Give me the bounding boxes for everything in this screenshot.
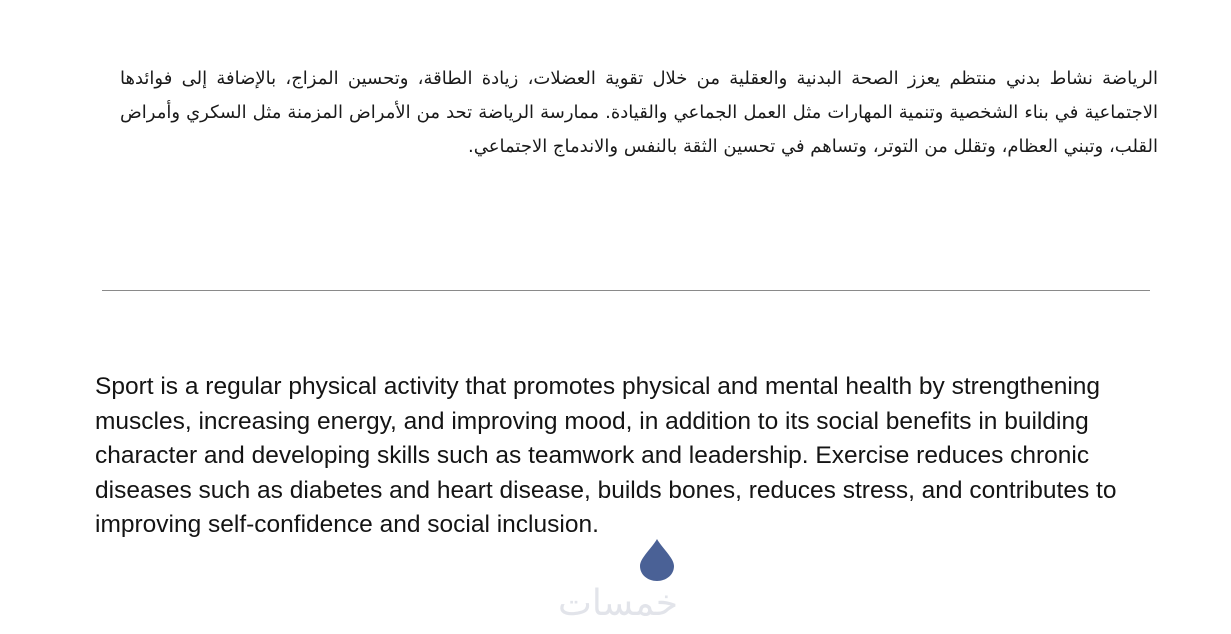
section-divider	[102, 290, 1150, 291]
watermark-text: خمسات	[557, 583, 679, 624]
arabic-paragraph: الرياضة نشاط بدني منتظم يعزز الصحة البدنية والعقلية من خلال تقوية العضلات، زيادة الطاقة، وتحسين المزاج، بالإضافة إلى فوائدها الاجتماعية في بناء الشخصية وتنمية المهارات مثل العمل الجماعي والقيادة. ممارسة الرياضة تحد من الأمراض المزمنة مثل السكري وأمراض القلب، وتبني العظام، وتقلل من التوتر، وتساهم في تحسين الثقة بالنفس والاندماج الاجتماعي.	[120, 68, 1158, 157]
watermark-logo	[538, 538, 698, 630]
drop-icon	[638, 538, 676, 582]
english-paragraph: Sport is a regular physical activity that promotes physical and mental health by strengthening muscles, increasing energy, and improving mood, in addition to its social benefits in building character and developing skills such as teamwork and leadership. Exercise reduces chronic diseases such as diabetes and heart disease, builds bones, reduces stress, and contributes to improving self-confidence and social inclusion.	[95, 373, 1117, 538]
